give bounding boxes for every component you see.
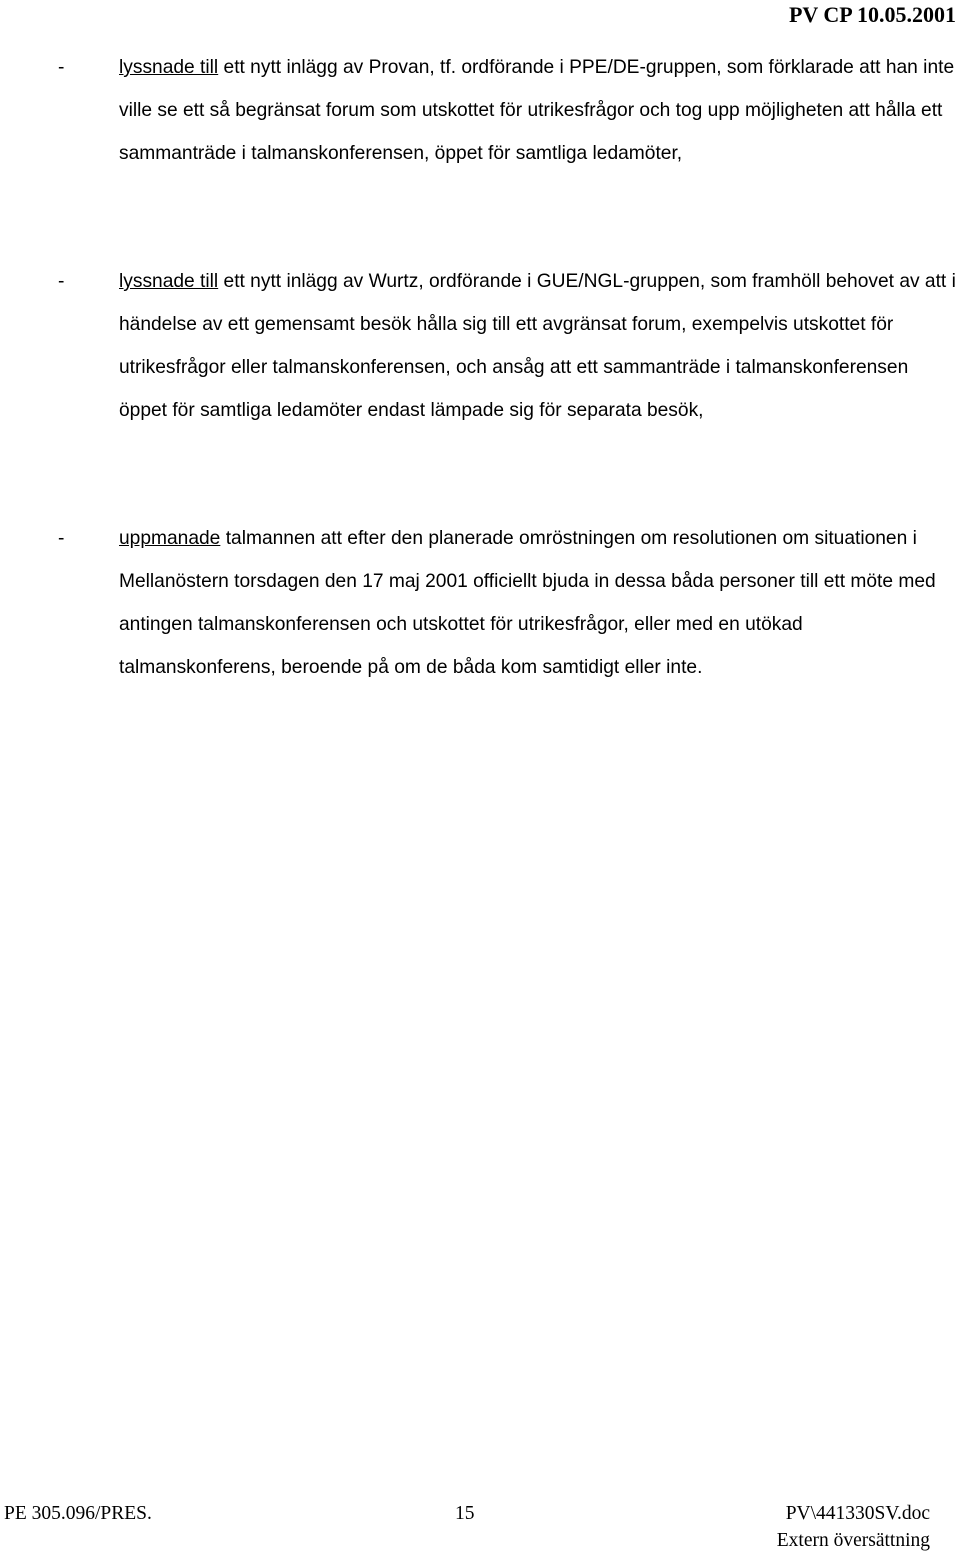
list-item-text	[119, 517, 958, 689]
list-item	[58, 46, 958, 175]
page-footer	[0, 1498, 960, 1554]
list-item-text	[119, 260, 958, 432]
footer-translation-note: Extern översättning	[776, 1530, 930, 1551]
action-verb: lyssnade till	[119, 57, 219, 78]
list-dash: -	[58, 271, 65, 292]
list-item	[58, 260, 958, 432]
list-item	[58, 517, 958, 689]
footer-doc-number: PE 305.096/PRES.	[4, 1503, 152, 1524]
document-reference: PV CP 10.05.2001	[788, 2, 956, 27]
list-dash: -	[58, 528, 65, 549]
footer-file-info	[777, 1500, 930, 1554]
item-body: ett nytt inlägg av Provan, tf. ordförande i PPE/DE-gruppen, som förklarade att han inte ville se ett så begränsat forum som utskottet för utrikesfrågor och tog upp möjligheten att hålla ett sammanträde i talmanskonferensen, öppet för samtliga ledamöter,	[119, 57, 955, 164]
footer-page-number: 15	[455, 1503, 475, 1524]
list-dash: -	[58, 57, 65, 78]
item-body: talmannen att efter den planerade omröstningen om resolutionen om situationen i Mellanöstern torsdagen den 17 maj 2001 officiellt bjuda in dessa båda personer till ett möte med antingen talmanskonferensen och utskottet för utrikesfrågor, eller med en utökad talmanskonferens, beroende på om de båda kom samtidigt eller inte.	[119, 528, 936, 678]
footer-file-ref: PV\441330SV.doc	[785, 1503, 930, 1524]
action-verb: lyssnade till	[119, 271, 219, 292]
list-item-text	[119, 46, 958, 175]
action-verb: uppmanade	[119, 528, 221, 549]
item-body: ett nytt inlägg av Wurtz, ordförande i GUE/NGL-gruppen, som framhöll behovet av att i händelse av ett gemensamt besök hålla sig till ett avgränsat forum, exempelvis utskottet för utrikesfrågor eller talmanskonferensen, och ansåg att ett sammanträde i talmanskonferensen öppet för samtliga ledamöter endast lämpade sig för separata besök,	[119, 271, 956, 421]
